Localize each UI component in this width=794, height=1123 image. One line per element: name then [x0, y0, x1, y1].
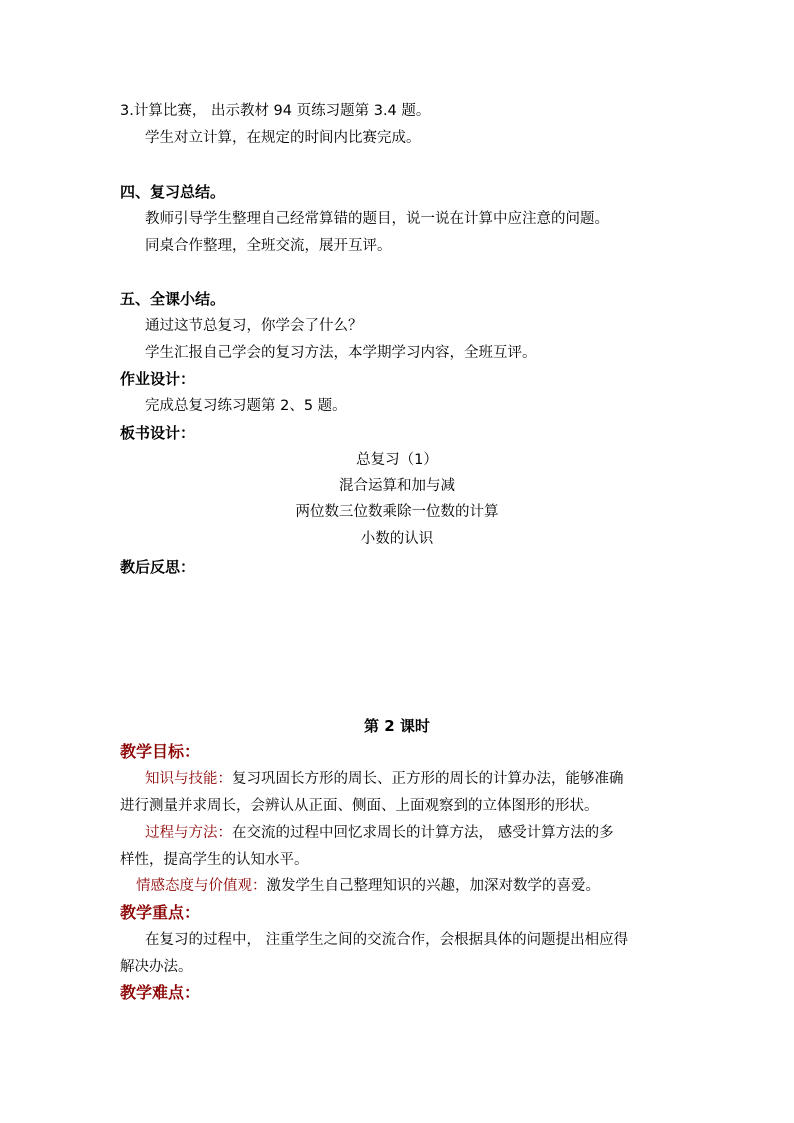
knowledge-skills-label: 知识与技能：	[145, 771, 232, 787]
teaching-goals-heading: 教学目标：	[120, 742, 201, 761]
item-3-detail: 学生对立计算，在规定的时间内比赛完成。	[145, 130, 421, 146]
emotion-values-line	[136, 876, 600, 896]
board-heading: 板书设计：	[120, 424, 196, 442]
knowledge-skills-text-2: 进行测量并求周长，会辨认从正面、侧面、上面观察到的立体图形的形状。	[120, 798, 599, 814]
section-5-heading: 五、全课小结。	[120, 290, 226, 308]
knowledge-skills-text-1: 复习巩固长方形的周长、正方形的周长的计算办法，能够准确	[232, 771, 624, 787]
homework-heading: 作业设计：	[120, 370, 196, 388]
board-line-4: 小数的认识	[360, 531, 434, 547]
reflection-heading: 教后反思：	[120, 558, 196, 576]
board-line-3: 两位数三位数乘除一位数的计算	[295, 504, 499, 520]
board-line-1: 总复习（1）	[356, 452, 438, 468]
process-methods-text-1: 在交流的过程中回忆求周长的计算方法， 感受计算方法的多	[232, 825, 614, 841]
homework-text: 完成总复习练习题第 2、5 题。	[145, 398, 347, 414]
emotion-values-label: 情感态度与价值观：	[136, 878, 267, 894]
teaching-key-heading: 教学重点：	[120, 903, 201, 922]
lesson-2-title: 第 2 课时	[364, 717, 430, 735]
process-methods-line-1	[145, 823, 614, 843]
item-3-calculation-contest: 3.计算比赛， 出示教材 94 页练习题第 3.4 题。	[120, 103, 431, 119]
teaching-key-text-1: 在复习的过程中， 注重学生之间的交流合作，会根据具体的问题提出相应得	[145, 932, 629, 948]
teaching-difficulty-heading: 教学难点：	[120, 983, 201, 1002]
process-methods-text-2: 样性，提高学生的认知水平。	[120, 852, 309, 868]
section-4-para-2: 同桌合作整理，全班交流，展开互评。	[145, 238, 392, 254]
section-4-heading: 四、复习总结。	[120, 183, 226, 201]
section-4-para-1: 教师引导学生整理自己经常算错的题目，说一说在计算中应注意的问题。	[145, 211, 609, 227]
section-5-para-1: 通过这节总复习，你学会了什么？	[145, 318, 363, 334]
emotion-values-text: 激发学生自己整理知识的兴趣，加深对数学的喜爱。	[266, 878, 600, 894]
teaching-key-text-2: 解决办法。	[120, 959, 193, 975]
process-methods-label: 过程与方法：	[145, 825, 232, 841]
board-line-2: 混合运算和加与减	[339, 478, 455, 494]
knowledge-skills-line-1	[145, 769, 624, 789]
section-5-para-2: 学生汇报自己学会的复习方法，本学期学习内容，全班互评。	[145, 345, 537, 361]
